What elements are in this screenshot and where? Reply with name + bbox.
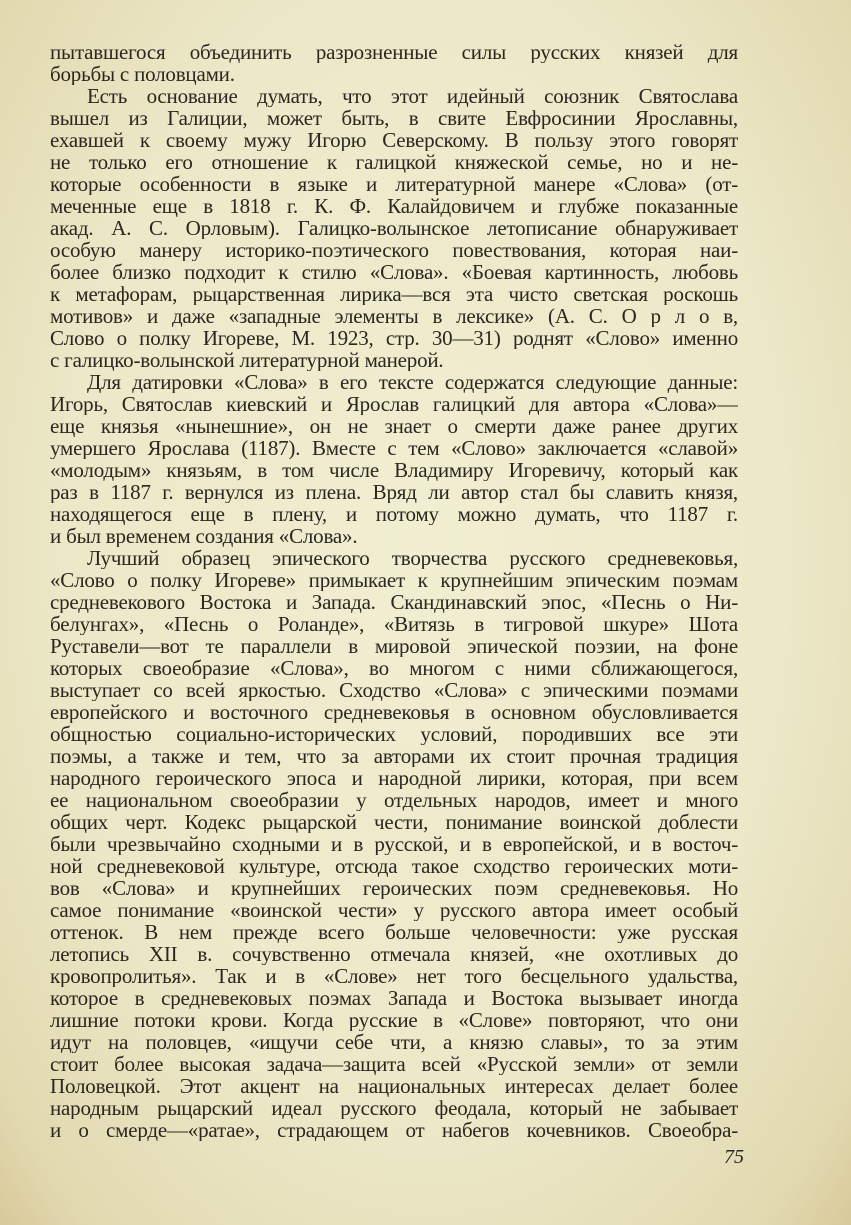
text-line: пытавшегося объединить разрозненные силы русских князей для [50,41,738,63]
text-line: летопись XII в. сочувственно отмечала князей, «не охотливых до [50,943,738,965]
text-line: Лучший образец эпического творчества русского средневековья, [87,547,738,569]
text-line: белунгах», «Песнь о Роланде», «Витязь в тигровой шкуре» Шота [50,613,738,635]
text-line: более близко подходит к стилю «Слова». «Боевая картинность, любовь [50,261,738,283]
text-line: выступает со всей яркостью. Сходство «Слова» с эпическими поэмами [50,679,738,701]
text-line: ехавшей к своему мужу Игорю Северскому. В пользу этого говорят [50,129,738,151]
text-line: мотивов» и даже «западные элементы в лексике» (А. С. О р л о в, [50,305,738,327]
text-line: и был временем создания «Слова». [50,525,358,547]
text-line: самое понимание «воинской чести» у русского автора имеет особый [50,899,738,921]
text-line: европейского и восточного средневековья в основном обусловливается [50,701,738,723]
text-line: находящегося еще в плену, и потому можно думать, что 1187 г. [50,503,738,525]
text-line: умершего Ярослава (1187). Вместе с тем «Слово» заключается «славой» [50,437,738,459]
text-line: идут на половцев, «ищучи себе чти, а князю славы», то за этим [50,1031,738,1053]
text-line: Слово о полку Игореве, М. 1923, стр. 30—31) роднят «Слово» именно [50,327,738,349]
text-line: вов «Слова» и крупнейших героических поэм средневековья. Но [50,877,738,899]
page-number: 75 [724,1146,744,1168]
text-line: Половецкой. Этот акцент на национальных интересах делает более [50,1075,738,1097]
text-line: ной средневековой культуре, отсюда такое сходство героических моти- [50,855,738,877]
text-line: не только его отношение к галицкой княжеской семье, но и не- [50,151,738,173]
text-line: Для датировки «Слова» в его тексте содержатся следующие данные: [87,371,738,393]
text-line: средневекового Востока и Запада. Скандинавский эпос, «Песнь о Ни- [50,591,738,613]
text-line: особую манеру историко-поэтического повествования, которая наи- [50,239,738,261]
text-line: борьбы с половцами. [50,63,235,85]
text-line: общих черт. Кодекс рыцарской чести, понимание воинской доблести [50,811,738,833]
text-line: Игорь, Святослав киевский и Ярослав галицкий для автора «Слова»— [50,393,738,415]
page-body-text [50,41,738,1141]
text-line: Руставели—вот те параллели в мировой эпической поэзии, на фоне [50,635,738,657]
text-line: с галицко-волынской литературной манерой. [50,349,444,371]
text-line: которые особенности в языке и литературной манере «Слова» (от- [50,173,738,195]
text-line: которое в средневековых поэмах Запада и Востока вызывает иногда [50,987,738,1009]
text-line: акад. А. С. Орловым). Галицко-волынское летописание обнаруживает [50,217,738,239]
text-line: кровопролитья». Так и в «Слове» нет того бесцельного удальства, [50,965,738,987]
text-line: ее национальном своеобразии у отдельных народов, имеет и много [50,789,738,811]
text-line: были чрезвычайно сходными и в русской, и в европейской, и в восточ- [50,833,738,855]
text-line: Есть основание думать, что этот идейный союзник Святослава [87,85,738,107]
text-line: народным рыцарский идеал русского феодала, который не забывает [50,1097,738,1119]
text-line: раз в 1187 г. вернулся из плена. Вряд ли автор стал бы славить князя, [50,481,738,503]
text-line: «молодым» князьям, в том числе Владимиру Игоревичу, который как [50,459,738,481]
text-line: поэмы, а также и тем, что за авторами их стоит прочная традиция [50,745,738,767]
text-line: оттенок. В нем прежде всего больше человечности: уже русская [50,921,738,943]
text-line: еще князья «нынешние», он не знает о смерти даже ранее других [50,415,738,437]
text-line: и о смерде—«ратае», страдающем от набегов кочевников. Своеобра- [50,1119,738,1141]
text-line: меченные еще в 1818 г. К. Ф. Калайдовичем и глубже показанные [50,195,738,217]
text-line: «Слово о полку Игореве» примыкает к крупнейшим эпическим поэмам [50,569,738,591]
text-line: лишние потоки крови. Когда русские в «Слове» повторяют, что они [50,1009,738,1031]
text-line: общностью социально-исторических условий, породивших все эти [50,723,738,745]
text-line: которых своеобразие «Слова», во многом с ними сближающегося, [50,657,738,679]
text-line: народного героического эпоса и народной лирики, которая, при всем [50,767,738,789]
text-line: вышел из Галиции, может быть, в свите Евфросинии Ярославны, [50,107,738,129]
text-line: стоит более высокая задача—защита всей «Русской земли» от земли [50,1053,738,1075]
text-line: к метафорам, рыцарственная лирика—вся эта чисто светская роскошь [50,283,738,305]
